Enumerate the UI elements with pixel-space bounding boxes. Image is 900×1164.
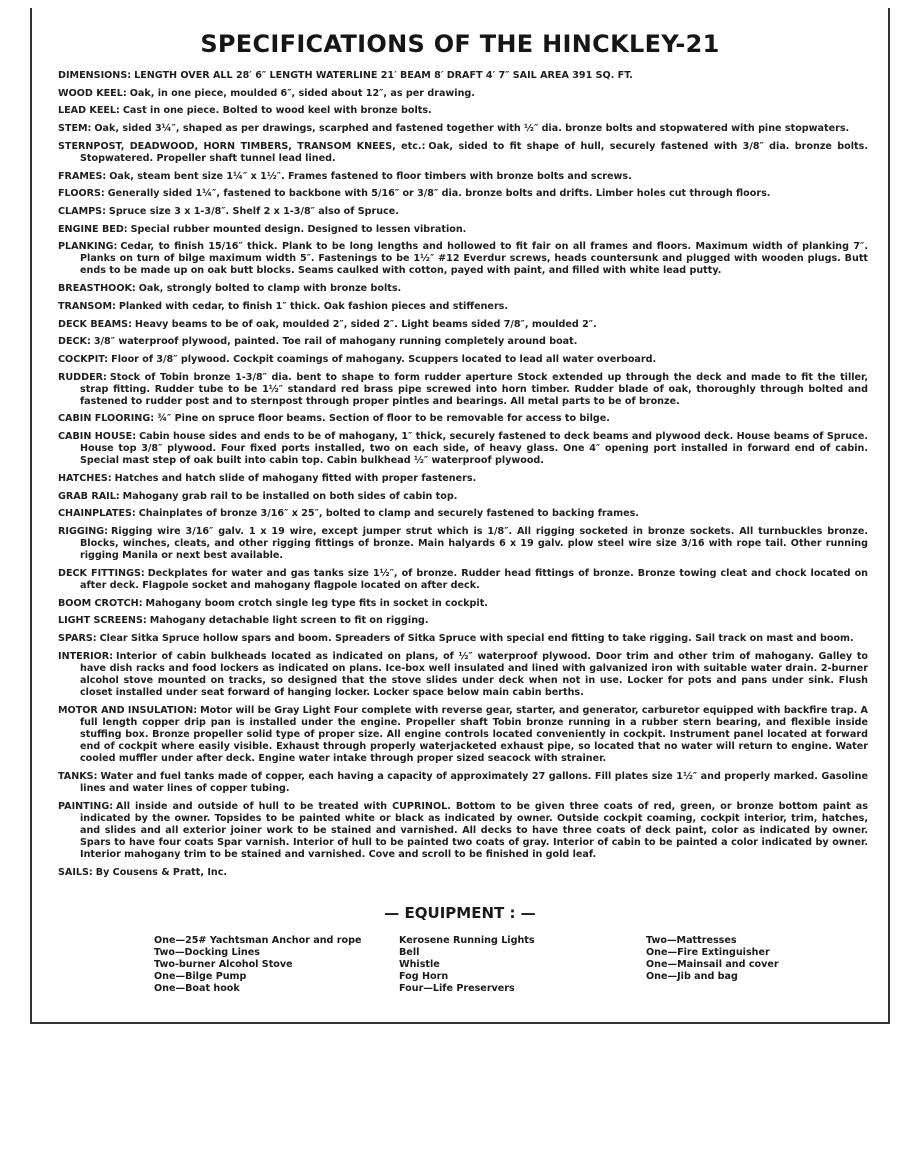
- spec-light-screens: [58, 615, 868, 627]
- spec-tanks: [58, 771, 868, 795]
- spec-cockpit: [58, 354, 868, 366]
- equipment-heading: — EQUIPMENT : —: [384, 904, 536, 922]
- equipment-item: Two—Mattresses: [646, 935, 737, 946]
- spec-text: Oak, in one piece, moulded 6″, sided about 12″, as per drawing.: [129, 87, 475, 99]
- spec-label: PLANKING:: [58, 241, 118, 253]
- equipment-item: One—Bilge Pump: [154, 971, 247, 982]
- spec-grab-rail: [58, 491, 868, 503]
- spec-text: Oak, sided to fit shape of hull, securely fastened with 3/8″ dia. bronze bolts. Stopwatered. Propeller shaft tunnel lead lined.: [80, 140, 868, 164]
- spec-label: LIGHT SCREENS:: [58, 615, 147, 627]
- spec-dimensions: [58, 70, 868, 82]
- spec-label: COCKPIT:: [58, 353, 109, 365]
- spec-text: Spruce size 3 x 1-3/8″. Shelf 2 x 1-3/8″ also of Spruce.: [108, 205, 399, 217]
- spec-spars: [58, 633, 868, 645]
- spec-text: Cedar, to finish 15/16″ thick. Plank to be long lengths and hollowed to fit fair on all frames and floors. Maximum width of planking 7″. Planks on turn of bilge maximum width 5″. Fastenings to be 1½″ #12 Everdur screws, heads countersunk and plugged with wooden plugs. Butt ends to be made up on oak butt blocks. Seams caulked with cotton, payed with paint, and filled with white lead putty.: [80, 241, 868, 277]
- spec-text: Cast in one piece. Bolted to wood keel with bronze bolts.: [122, 105, 432, 117]
- spec-text: Interior of cabin bulkheads located as indicated on plans, of ½″ waterproof plywood. Door trim and other trim of mahogany. Galley to have dish racks and food lockers as indicated on plans. Ice-box well insulated and lined with galvanized iron with suitable water drain. 2-burner alcohol stove mounted on tracks, so designed that the stove slides under deck when not in use. Locker for pots and pans under sink. Flush closet installed under seat forward of hanging locker. Locker space below main cabin berths.: [80, 650, 868, 699]
- spec-sternpost: [58, 141, 868, 165]
- spec-label: CABIN FLOORING:: [58, 413, 155, 425]
- spec-label: TRANSOM:: [58, 300, 116, 312]
- spec-label: GRAB RAIL:: [58, 490, 120, 502]
- equipment-item: Kerosene Running Lights: [399, 935, 535, 946]
- spec-label: FRAMES:: [58, 170, 107, 182]
- spec-text: Mahogany boom crotch single leg type fits in socket in cockpit.: [145, 597, 488, 609]
- equipment-item: Fog Horn: [399, 971, 449, 982]
- spec-label: LEAD KEEL:: [58, 105, 120, 117]
- spec-lead-keel: [58, 105, 868, 117]
- equipment-item: Two—Docking Lines: [154, 947, 260, 958]
- spec-label: SAILS:: [58, 866, 93, 878]
- spec-label: DECK FITTINGS:: [58, 567, 145, 579]
- spec-breasthook: [58, 283, 868, 295]
- spec-label: RIGGING:: [58, 526, 109, 538]
- spec-label: STEM:: [58, 123, 92, 135]
- spec-label: CLAMPS:: [58, 205, 106, 217]
- equipment-column-1: [154, 935, 361, 995]
- equipment-item: Two-burner Alcohol Stove: [154, 959, 293, 970]
- spec-deck: [58, 336, 868, 348]
- spec-label: DECK:: [58, 336, 91, 348]
- spec-text: Chainplates of bronze 3/16″ x 25″, bolted to clamp and securely fastened to backing frames.: [138, 508, 639, 520]
- spec-floors: [58, 188, 868, 200]
- spec-cabin-house: [58, 431, 868, 467]
- spec-text: Oak, sided 3¼″, shaped as per drawings, scarphed and fastened together with ½″ dia. bronze bolts and stopwatered with pine stopwaters.: [94, 123, 850, 135]
- spec-label: CHAINPLATES:: [58, 508, 136, 520]
- spec-text: Stock of Tobin bronze 1-3/8″ dia. bent to shape to form rudder aperture Stock extended up through the deck and made to fit the tiller, strap fitting. Rudder tube to be 1½″ standard red brass pipe screwed into horn timber. Rudder blade of oak, thoroughly through bolted and fastened to rudder post and to sternpost through proper pintles and bearings. All metal parts to be of bronze.: [80, 371, 868, 407]
- spec-stem: [58, 123, 868, 135]
- spec-text: Motor will be Gray Light Four complete with reverse gear, starter, and generator, carburetor equipped with backfire trap. A full length copper drip pan is installed under the engine. Propeller shaft Tobin bronze running in a rubber stern bearing, and flexible inside stuffing box. Bronze propeller solid type of proper size. All engine controls located conveniently in cockpit. Instrument panel located at forward end of cockpit where easily visible. Exhaust through properly waterjacketed exhaust pipe, so located that no water will return to engine. Water cooled muffler under after deck. Engine water intake through proper sized seacock with strainer.: [80, 704, 868, 765]
- spec-text: LENGTH OVER ALL 28′ 6″ LENGTH WATERLINE 21′ BEAM 8′ DRAFT 4′ 7″ SAIL AREA 391 SQ. FT.: [134, 70, 633, 81]
- spec-transom: [58, 301, 868, 313]
- spec-interior: [58, 651, 868, 699]
- page-title: SPECIFICATIONS OF THE HINCKLEY-21: [200, 30, 720, 58]
- specifications-list: [58, 70, 868, 884]
- spec-label: MOTOR AND INSULATION:: [58, 704, 198, 716]
- spec-text: Oak, steam bent size 1¼″ x 1½″. Frames fastened to floor timbers with bronze bolts and screws.: [109, 170, 632, 182]
- spec-painting: [58, 801, 868, 861]
- spec-text: Generally sided 1¼″, fastened to backbone with 5/16″ or 3/8″ dia. bronze bolts and drifts. Limber holes cut through floors.: [107, 188, 771, 200]
- spec-label: DECK BEAMS:: [58, 318, 132, 330]
- spec-text: All inside and outside of hull to be treated with CUPRINOL. Bottom to be given three coats of red, green, or bronze bottom paint as indicated by the owner. Topsides to be painted white or black as indicated by owner. Outside cockpit coaming, cockpit interior, trim, hatches, and slides and all exterior joiner work to be stained and varnished. All decks to have three coats of deck paint, color as indicated by owner. Spars to have four coats Spar varnish. Interior of hull to be painted two coats of gray. Interior of cabin to be painted a color indicated by owner. Interior mahogany trim to be stained and varnished. Cove and scroll to be finished in gold leaf.: [80, 800, 868, 860]
- spec-label: PAINTING:: [58, 800, 114, 812]
- spec-label: FLOORS:: [58, 188, 105, 200]
- equipment-column-2: [399, 935, 535, 995]
- spec-label: BOOM CROTCH:: [58, 597, 143, 609]
- equipment-item: Whistle: [399, 959, 440, 970]
- spec-boom-crotch: [58, 598, 868, 610]
- equipment-column-3: [646, 935, 779, 983]
- spec-motor-and-insulation: [58, 705, 868, 765]
- spec-rigging: [58, 526, 868, 562]
- spec-text: By Cousens & Pratt, Inc.: [95, 866, 228, 878]
- equipment-item: Four—Life Preservers: [399, 983, 515, 994]
- spec-label: CABIN HOUSE:: [58, 431, 137, 443]
- spec-text: Heavy beams to be of oak, moulded 2″, sided 2″. Light beams sided 7/8″, moulded 2″.: [134, 318, 597, 330]
- spec-wood-keel: [58, 88, 868, 100]
- equipment-item: One—Fire Extinguisher: [646, 947, 770, 958]
- spec-chainplates: [58, 508, 868, 520]
- spec-label: TANKS:: [58, 770, 98, 782]
- spec-text: Oak, strongly bolted to clamp with bronze bolts.: [138, 283, 402, 295]
- equipment-item: One—25# Yachtsman Anchor and rope: [154, 935, 362, 946]
- spec-text: Floor of 3/8″ plywood. Cockpit coamings of mahogany. Scuppers located to lead all water overboard.: [111, 353, 657, 365]
- spec-text: Cabin house sides and ends to be of mahogany, 1″ thick, securely fastened to deck beams and plywood deck. House beams of Spruce. House top 3/8″ plywood. Four fixed ports installed, two on each side, of heavy glass. One 4″ opening port installed in forward end of cabin. Special mast step of oak built into cabin top. Cabin bulkhead ½″ waterproof plywood.: [80, 431, 868, 467]
- spec-cabin-flooring: [58, 413, 868, 425]
- spec-text: Deckplates for water and gas tanks size 1½″, of bronze. Rudder head fittings of bronze. Bronze towing cleat and chock located on after deck. Flagpole socket and mahogany flagpole located on after deck.: [80, 567, 869, 592]
- spec-text: Rigging wire 3/16″ galv. 1 x 19 wire, except jumper strut which is 1/8″. All rigging socketed in bronze sockets. All turnbuckles bronze. Blocks, winches, cleats, and other rigging fittings of bronze. Main halyards 6 x 19 galv. plow steel wire size 3/16 with rope tail. Other running rigging Manila or next best available.: [80, 526, 868, 562]
- spec-label: SPARS:: [58, 633, 97, 645]
- spec-label: ENGINE BED:: [58, 223, 128, 235]
- spec-text: Water and fuel tanks made of copper, each having a capacity of approximately 27 gallons. Fill plates size 1½″ and properly marked. Gasoline lines and water lines of copper tubing.: [80, 770, 868, 794]
- spec-engine-bed: [58, 224, 868, 236]
- spec-deck-fittings: [58, 568, 868, 592]
- spec-label: BREASTHOOK:: [58, 283, 136, 295]
- spec-text: 3/8″ waterproof plywood, painted. Toe rail of mahogany running completely around boat.: [93, 336, 578, 348]
- equipment-item: One—Jib and bag: [646, 971, 738, 982]
- spec-text: ¾″ Pine on spruce floor beams. Section of floor to be removable for access to bilge.: [157, 413, 610, 425]
- spec-sails: [58, 867, 868, 879]
- spec-planking: [58, 241, 868, 277]
- equipment-item: Bell: [399, 947, 420, 958]
- spec-label: STERNPOST, DEADWOOD, HORN TIMBERS, TRANSOM KNEES, etc.:: [58, 140, 426, 152]
- spec-clamps: [58, 206, 868, 218]
- spec-text: Mahogany detachable light screen to fit on rigging.: [149, 615, 429, 627]
- spec-label: INTERIOR:: [58, 650, 114, 662]
- spec-text: Planked with cedar, to finish 1″ thick. Oak fashion pieces and stiffeners.: [118, 300, 509, 312]
- spec-hatches: [58, 473, 868, 485]
- spec-text: Hatches and hatch slide of mahogany fitted with proper fasteners.: [114, 473, 477, 485]
- spec-text: Special rubber mounted design. Designed to lessen vibration.: [130, 223, 467, 235]
- spec-rudder: [58, 372, 868, 408]
- spec-text: Clear Sitka Spruce hollow spars and boom. Spreaders of Sitka Spruce with special end fitting to take rigging. Sail track on mast and boom.: [99, 633, 854, 645]
- spec-label: WOOD KEEL:: [58, 87, 127, 99]
- spec-deck-beams: [58, 319, 868, 331]
- spec-text: Mahogany grab rail to be installed on both sides of cabin top.: [122, 490, 458, 502]
- spec-label: DIMENSIONS:: [58, 70, 132, 81]
- spec-label: RUDDER:: [58, 371, 107, 383]
- equipment-item: One—Boat hook: [154, 983, 240, 994]
- spec-label: HATCHES:: [58, 473, 112, 485]
- spec-frames: [58, 171, 868, 183]
- equipment-item: One—Mainsail and cover: [646, 959, 779, 970]
